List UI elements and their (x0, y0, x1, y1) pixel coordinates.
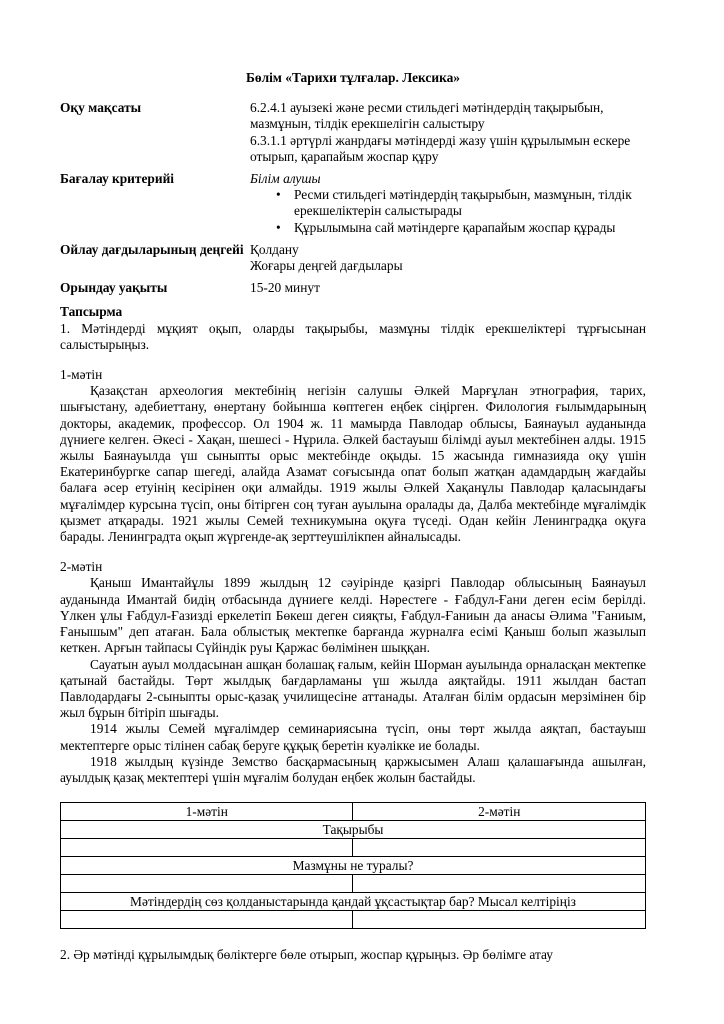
text2-paragraph: 1914 жылы Семей мұғалімдер семинариясына түсіп, оны төрт жылда аяқтап, бастауыш мектептерге орыс тілінен сабақ беруге құқық беретін куәлікке ие болады. (60, 721, 646, 753)
answer-cell[interactable] (353, 911, 646, 929)
goal-label: Оқу мақсаты (60, 100, 142, 116)
criteria-list (250, 187, 646, 236)
answer-cell[interactable] (353, 839, 646, 857)
answer-cell[interactable] (61, 839, 353, 857)
comparison-similar-heading-row (61, 893, 646, 911)
text2-paragraph: Сауатын ауыл молдасынан ашқан болашақ ғалым, кейін Шорман ауылында орналасқан мектепке қатынай бастайды. Төрт жылдық бағдарламаны үш жылда аяқтайды. 1911 жылдан бастап Павлодардағы 2-сыныпты орыс-қазақ училищесіне аттанады. Аталған білім ордасын мерзімінен бір жыл бұрын бітіріп шығады. (60, 656, 646, 721)
comparison-content-heading-row (61, 857, 646, 875)
comparison-topic-heading-row (61, 821, 646, 839)
task-item-2: 2. Әр мәтінді құрылымдық бөліктерге бөле отырып, жоспар құрыңыз. Әр бөлімге атау (60, 947, 553, 963)
criteria-item: • Ресми стильдегі мәтіндердің тақырыбын, мазмұнын, тілдік ерекшеліктерін салыстырады (294, 187, 646, 219)
time-value: 15-20 минут (250, 280, 320, 296)
goal-row (60, 100, 646, 171)
level-label: Ойлау дағдыларының деңгейі (60, 241, 244, 257)
text2-paragraph: 1918 жылдың күзінде Земство басқармасының қаржысымен Алаш қалашағында ашылған, ауылдық қазақ мектептері үшін мұғалім болудан еңбек жолын бастайды. (60, 753, 646, 785)
comparison-table (60, 802, 646, 929)
page-title: Бөлім «Тарихи тұлғалар. Лексика» (246, 70, 460, 85)
comparison-blank-row (61, 875, 646, 893)
time-label: Орындау уақыты (60, 280, 168, 296)
level-row (60, 242, 646, 280)
comparison-topic-heading: Тақырыбы (61, 821, 646, 839)
comparison-content-heading: Мазмұны не туралы? (61, 857, 646, 875)
answer-cell[interactable] (61, 911, 353, 929)
text1-label: 1-мәтін (60, 367, 103, 383)
level-line: Қолдану (250, 241, 299, 257)
comparison-col-text1: 1-мәтін (61, 803, 353, 821)
goal-line: 6.2.4.1 ауызекі және ресми стильдегі мәтіндердің тақырыбын, мазмұнын, тілдік ерекшелігін салыстыру (250, 100, 604, 132)
text2-paragraph: Қаныш Имантайұлы 1899 жылдың 12 сәуірінде қазіргі Павлодар облысының Баянауыл ауданында Имантай бидің отбасында дүниеге келді. Нәрестеге - Ғабдул-Ғани деген есім берілді. Үлкен ұлы Ғабдул-Ғазизді еркелетіп Бөкеш деген сияқты, Ғабдул-Ғаниын да анасы Әлима "Ғаниым, Ғанышым" деп атаған. Бала облыстық мектепке барғанда журналға есімі Қаныш болып жазылып кеткен. Арғын тайпасы Сүйіндік руы Қаржас бөлімінен шыққан. (60, 575, 646, 656)
text1-paragraph: Қазақстан археология мектебінің негізін салушы Әлкей Марғұлан этнография, тарих, шығыстану, әдебиеттану, өнертану бойынша көптеген еңбек сіңірген. Филология ғылымдарының докторы, академик, профессор. Ол 1904 ж. 11 мамырда Павлодар облысы, Баянауыл ауданында дүниеге келген. Әкесі - Хақан, шешесі - Нұрила. Әлкей бастауыш білімді ауыл мектебінен алды. 1915 жылы Баянауылда үш сыныпты орыс мектебінде оқыды. 15 жасында гимназияда оқу үшін Екатеринбургке сапар шегеді, алайда Азамат соғысында опат болып жатқан адамдардың жағдайы балаға әсер етуінің кесірінен оқи алмайды. 1919 жылы Әлкей Хақанұлы Павлодар қаласындағы мұғалімдер курсына түсіп, оны бітірген соң туған ауылына оралады да, Далба мектебінде мұғалімдік қызмет атқарады. 1921 жылы Семей техникумына оқуға түседі. Одан кейін Ленинградқа оқуға барады. Ленинградта оқып жүргенде-ақ зерттеушілікпен айналысады. (60, 383, 646, 545)
criteria-value (250, 171, 646, 242)
level-line: Жоғары деңгей дағдылары (250, 258, 403, 274)
task-heading: Тапсырма (60, 304, 123, 320)
comparison-col-text2: 2-мәтін (353, 803, 646, 821)
criteria-item: • Құрылымына сай мәтіндерге қарапайым жоспар құрады (294, 220, 646, 236)
text2-label: 2-мәтін (60, 559, 103, 575)
goal-line: 6.3.1.1 әртүрлі жанрдағы мәтіндерді жазу үшін құрылымын ескере отырып, қарапайым жоспар құру (250, 132, 631, 164)
comparison-blank-row (61, 911, 646, 929)
goal-value (250, 100, 646, 171)
comparison-similar-heading: Мәтіндердің сөз қолданыстарында қандай ұқсастықтар бар? Мысал келтіріңіз (61, 893, 646, 911)
level-value (250, 242, 646, 280)
answer-cell[interactable] (353, 875, 646, 893)
answer-cell[interactable] (61, 875, 353, 893)
worksheet-page (60, 70, 646, 963)
task-item-1: 1. Мәтіндерді мұқият оқып, оларды тақырыбы, мазмұны тілдік ерекшеліктері тұрғысынан салыстырыңыз. (60, 320, 646, 352)
lesson-meta-table (60, 100, 646, 302)
criteria-label: Бағалау критерийі (60, 171, 175, 187)
criteria-intro: Білім алушы (250, 171, 321, 187)
criteria-row (60, 171, 646, 242)
time-row (60, 280, 646, 302)
comparison-header-row (61, 803, 646, 821)
comparison-blank-row (61, 839, 646, 857)
